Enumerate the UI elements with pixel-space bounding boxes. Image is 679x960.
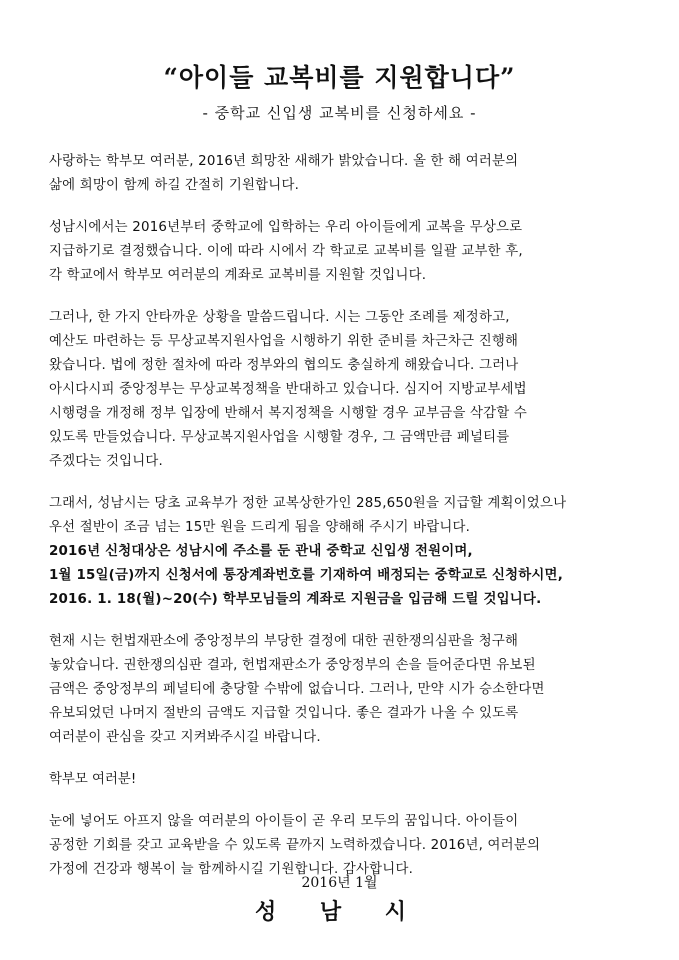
text-line: 그래서, 성남시는 당초 교육부가 정한 교복상한가인 285,650원을 지급할 계획이었으나 <box>49 496 567 511</box>
text-line: 주겠다는 것입니다. <box>49 454 163 469</box>
letter-date: 2016년 1월 <box>301 875 378 891</box>
text-line: 우선 절반이 조금 넘는 15만 원을 드리게 됨을 양해해 주시기 바랍니다. <box>49 520 471 535</box>
text-line: 왔습니다. 법에 정한 절차에 따라 정부와의 협의도 충실하게 해왔습니다. 그러나 <box>49 358 519 373</box>
paragraph-greeting-wishes <box>49 150 637 198</box>
paragraph-court <box>49 630 637 750</box>
page-subtitle: - 중학교 신입생 교복비를 신청하세요 - <box>202 104 477 122</box>
text-line: 아시다시피 중앙정부는 무상교복정책을 반대하고 있습니다. 심지어 지방교부세법 <box>49 382 527 397</box>
text-line: 성남시에서는 2016년부터 중학교에 입학하는 우리 아이들에게 교복을 무상으로 <box>49 220 523 235</box>
paragraph-policy <box>49 216 637 288</box>
greeting: 학부모 여러분! <box>49 772 137 787</box>
text-line: 있도록 만들었습니다. 무상교복지원사업을 시행할 경우, 그 금액만큼 페널티를 <box>49 430 510 445</box>
text-line: 눈에 넣어도 아프지 않을 여러분의 아이들이 곧 우리 모두의 꿈입니다. 아이들이 <box>49 814 519 829</box>
text-line: 가정에 건강과 행복이 늘 함께하시길 기원합니다. 감사합니다. <box>49 862 414 877</box>
text-line: 삶에 희망이 함께 하길 간절히 기원합니다. <box>49 178 300 193</box>
page-title: “아이들 교복비를 지원합니다” <box>163 63 516 92</box>
text-line: 유보되었던 나머지 절반의 금액도 지급할 것입니다. 좋은 결과가 나올 수 있도록 <box>49 706 519 721</box>
text-line: 현재 시는 헌법재판소에 중앙정부의 부당한 결정에 대한 권한쟁의심판을 청구해 <box>49 634 519 649</box>
text-line: 각 학교에서 학부모 여러분의 계좌로 교복비를 지원할 것입니다. <box>49 268 427 283</box>
text-line: 사랑하는 학부모 여러분, 2016년 희망찬 새해가 밝았습니다. 올 한 해 여러분의 <box>49 154 519 169</box>
signature: 성 남 시 <box>254 899 425 925</box>
paragraph-situation <box>49 306 637 474</box>
text-line: 공정한 기회를 갖고 교육받을 수 있도록 끝까지 노력하겠습니다. 2016년, 여러분의 <box>49 838 541 853</box>
text-line: 시행령을 개정해 정부 입장에 반해서 복지정책을 시행할 경우 교부금을 삭감할 수 <box>49 406 528 421</box>
bold-text-line: 2016. 1. 18(월)~20(수) 학부모님들의 계좌로 지원금을 입금해 드릴 것입니다. <box>49 592 542 607</box>
bold-text-line: 2016년 신청대상은 성남시에 주소를 둔 관내 중학교 신입생 전원이며, <box>49 544 473 559</box>
text-line: 예산도 마련하는 등 무상교복지원사업을 시행하기 위한 준비를 차근차근 진행해 <box>49 334 519 349</box>
letter-body <box>49 150 637 900</box>
bold-text-line: 1월 15일(금)까지 신청서에 통장계좌번호를 기재하여 배정되는 중학교로 신청하시면, <box>49 568 563 583</box>
text-line: 금액은 중앙정부의 페널티에 충당할 수밖에 없습니다. 그러나, 만약 시가 승소한다면 <box>49 682 545 697</box>
text-line: 여러분이 관심을 갖고 지켜봐주시길 바랍니다. <box>49 730 321 745</box>
text-line: 그러나, 한 가지 안타까운 상황을 말씀드립니다. 시는 그동안 조례를 제정하고, <box>49 310 510 325</box>
paragraph-payment <box>49 492 637 612</box>
text-line: 놓았습니다. 권한쟁의심판 결과, 헌법재판소가 중앙정부의 손을 들어준다면 유보된 <box>49 658 536 673</box>
text-line: 지급하기로 결정했습니다. 이에 따라 시에서 각 학교로 교복비를 일괄 교부한 후, <box>49 244 523 259</box>
